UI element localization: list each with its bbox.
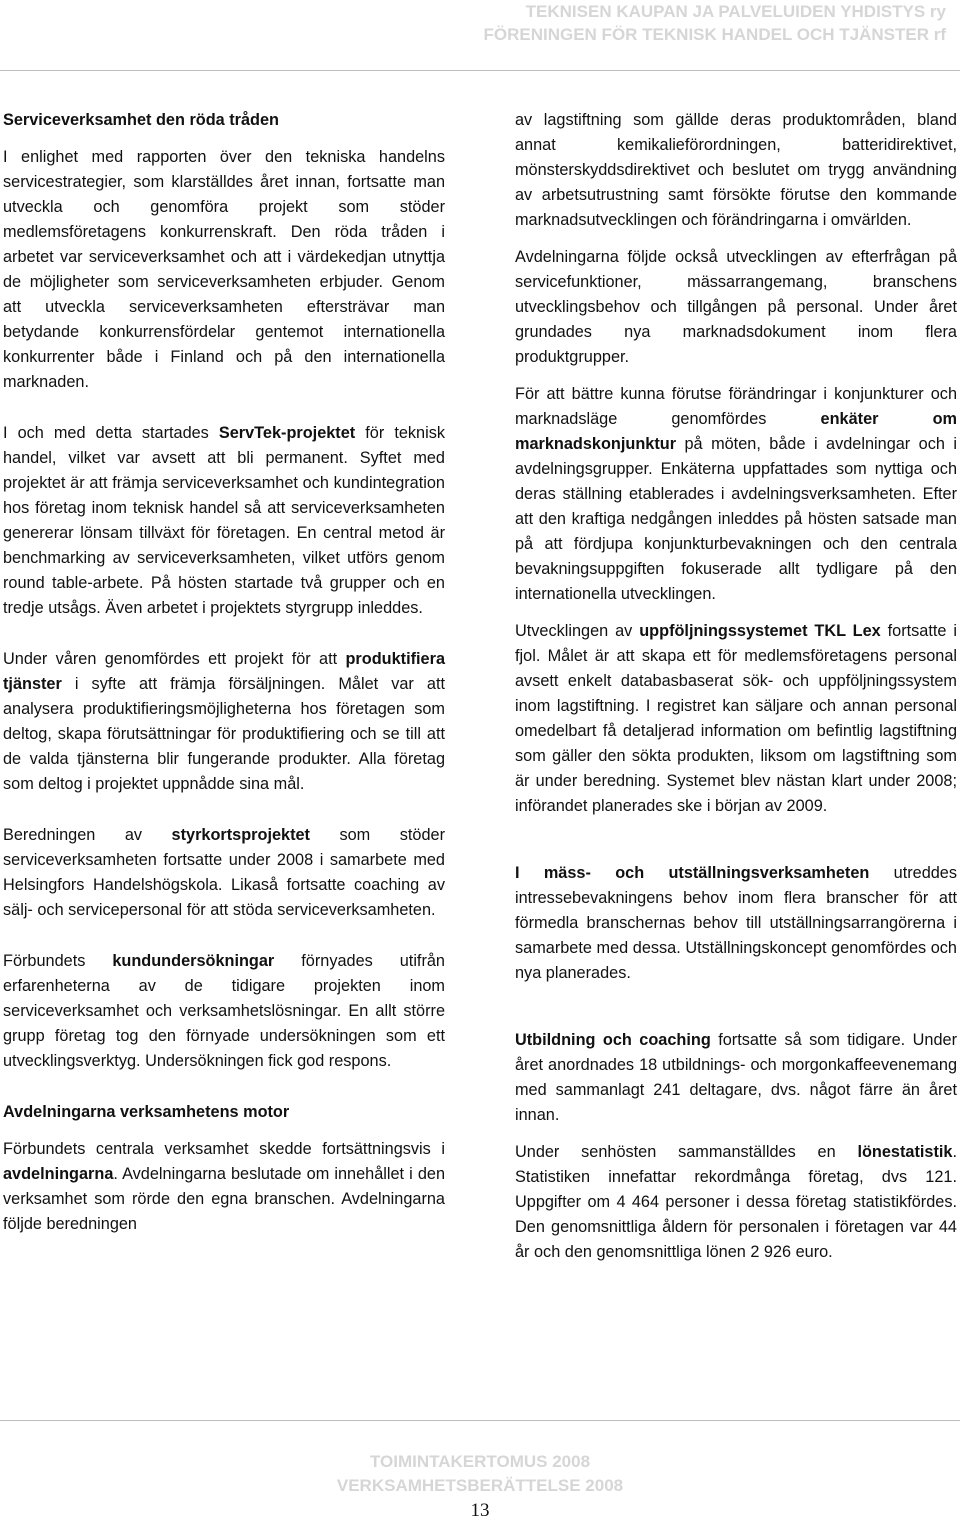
footer-line-1: TOIMINTAKERTOMUS 2008 <box>369 1452 591 1471</box>
page-header <box>484 0 947 46</box>
paragraph: Förbundets kundundersökningar förnyades utifrån erfarenheterna av de tidigare projekten inom serviceverksamhet och verksamhetslösningar. En allt större grupp företag tog den förnyade undersökningen som ett utvecklingsverktyg. Undersökningen fick god respons. <box>3 952 445 1070</box>
paragraph: Förbundets centrala verksamhet skedde fortsättningsvis i avdelningarna. Avdelningarna beslutade om innehållet i den verksamhet som rörde den egna branschen. Avdelningarna följde beredningen <box>3 1140 445 1233</box>
section-heading: Serviceverksamhet den röda tråden <box>3 111 280 129</box>
paragraph: I enlighet med rapporten över den tekniska handelns servicestrategier, som klarställdes året innan, fortsatte man utveckla och genomföra projekt som stöder medlemsföretagens konkurrenskraft. Den röda tråden i arbetet var serviceverksamhet och att i värdekedjan utnyttja de möjligheter som serviceverksamheten erbjuder. Genom att utveckla serviceverksamheten eftersträvar man betydande konkurrensfördelar gentemot internationella konkurrenter både i Finland och på den internationella marknaden. <box>3 148 445 391</box>
section-heading: Avdelningarna verksamhetens motor <box>3 1103 290 1121</box>
paragraph: I mäss- och utställningsverksamheten utreddes intressebevakningens behov inom flera branscher för att förmedla branschernas behov till utställningsarrangörerna i samarbete med dessa. Utställningskoncept genomfördes och nya planerades. <box>515 864 957 982</box>
paragraph: Avdelningarna följde också utvecklingen av efterfrågan på servicefunktioner, mässarrangemang, branschens utvecklingsbehov och tillgången på personal. Under året grundades nya marknadsdokument inom flera produktgrupper. <box>515 248 957 366</box>
header-line-1: TEKNISEN KAUPAN JA PALVELUIDEN YHDISTYS ry <box>525 2 946 21</box>
header-rule <box>0 70 960 71</box>
paragraph: I och med detta startades ServTek-projektet för teknisk handel, vilket var avsett att bli permanent. Syftet med projektet är att främja serviceverksamhet och kundintegration hos företag inom teknisk handel så att serviceverksamheten genererar lönsam tillväxt för företagen. En central metod är benchmarking av serviceverksamheten, vilket utförs genom round table-arbete. På hösten startade två grupper och en tredje utsågs. Även arbetet i projektets styrgrupp inleddes. <box>3 424 445 617</box>
paragraph: av lagstiftning som gällde deras produktområden, bland annat kemikalieförordningen, batteridirektivet, mönsterskyddsdirektivet och beslutet om trygg användning av arbetsutrustning samt försökte förutse den kommande marknadsutvecklingen och förändringarna i omvärlden. <box>515 111 957 229</box>
right-column <box>515 108 957 1277</box>
left-column <box>3 108 445 1249</box>
footer-rule <box>0 1420 960 1421</box>
page-number: 13 <box>470 1500 490 1521</box>
paragraph: Under våren genomfördes ett projekt för att produktifiera tjänster i syfte att främja försäljningen. Målet var att analysera produktifieringsmöjligheterna hos företagen som deltog, skapa förutsättningar för produktifiering och se till att de valda tjänsterna blir fungerande produkter. Alla företag som deltog i projektet uppnådde sina mål. <box>3 650 445 793</box>
paragraph: Beredningen av styrkortsprojektet som stöder serviceverksamheten fortsatte under 2008 i samarbete med Helsingfors Handelshögskola. Likaså fortsatte coaching av sälj- och servicepersonal för att stöda serviceverksamheten. <box>3 826 445 919</box>
paragraph: Under senhösten sammanställdes en lönestatistik. Statistiken innefattar rekordmånga företag, dvs 121. Uppgifter om 4 464 personer i dessa företag statistikfördes. Den genomsnittliga åldern för personalen i företagen var 44 år och den genomsnittliga lönen 2 926 euro. <box>515 1143 957 1261</box>
paragraph: Utvecklingen av uppföljningssystemet TKL Lex fortsatte i fjol. Målet är att skapa ett för medlemsföretagens personal avsett enkelt databasbaserat sök- och uppföljningssystem inom lagstiftning. I registret kan säljare och annan personal omedelbart få detaljerad information om befintlig lagstiftning som gäller den sökta produkten, liksom om lagstiftning som är under beredning. Systemet blev nästan klart under 2008; införandet planerades ske i början av 2009. <box>515 622 957 815</box>
paragraph: För att bättre kunna förutse förändringar i konjunkturer och marknadsläge genomfördes enkäter om marknadskonjunktur på möten, både i avdelningar och i avdelningsgrupper. Enkäterna uppfattades som nyttiga och deras ställning etablerades i avdelningsverksamheten. Efter att den kraftiga nedgången inleddes på hösten satsade man på att fördjupa konjunkturbevakningen och den centrala bevakningsuppgiften fokuserade allt tydligare på den internationella utvecklingen. <box>515 385 957 603</box>
footer-line-2: VERKSAMHETSBERÄTTELSE 2008 <box>336 1476 624 1495</box>
header-line-2: FÖRENINGEN FÖR TEKNISK HANDEL OCH TJÄNSTER rf <box>483 25 946 44</box>
paragraph: Utbildning och coaching fortsatte så som tidigare. Under året anordnades 18 utbildnings- och morgonkaffeevenemang med sammanlagt 241 deltagare, dvs. något färre än året innan. <box>515 1031 957 1124</box>
